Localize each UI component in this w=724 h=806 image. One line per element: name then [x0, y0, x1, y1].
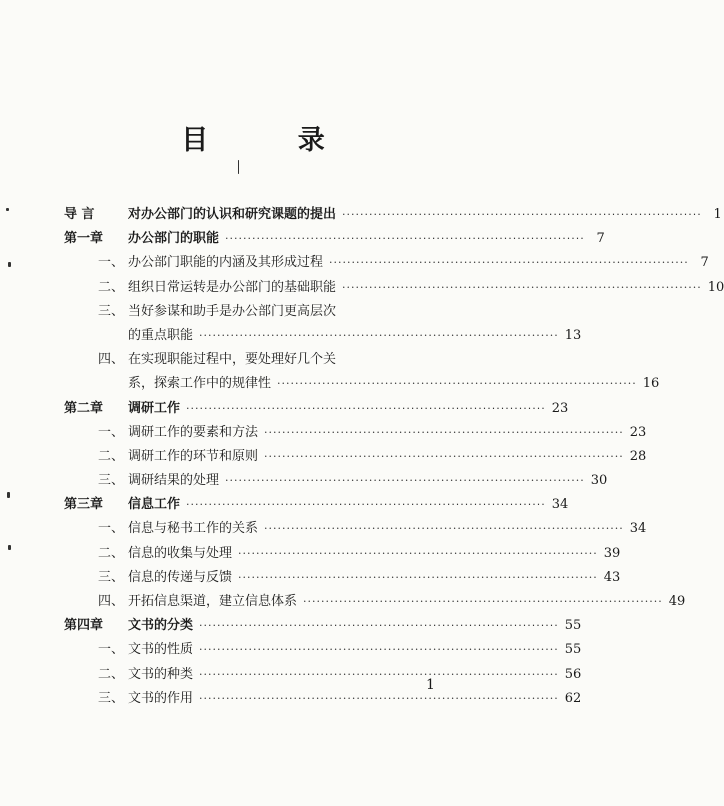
toc-entry-number: 第二章 [64, 400, 104, 416]
toc-entry-title: 对办公部门的认识和研究课题的提出 [128, 207, 337, 222]
toc-section-entry [64, 663, 582, 687]
toc-entry-title: 调研工作的要素和方法 [128, 424, 259, 440]
dot-leader: ················································································ [225, 474, 585, 488]
toc-entry-title: 信息与秘书工作的关系 [128, 521, 259, 537]
toc-section-entry [64, 590, 686, 614]
toc-chapter-entry [64, 397, 569, 421]
toc-entry-page: 10 [707, 279, 724, 295]
toc-entry-title: 文书的性质 [128, 642, 194, 658]
toc-entry-title: 信息的收集与处理 [128, 545, 233, 561]
toc-entry-title: 系，探索工作中的规律性 [128, 376, 272, 392]
dot-leader: ················································································ [186, 401, 546, 415]
toc-entry-page: 7 [700, 255, 709, 271]
toc-entry-page: 56 [564, 666, 582, 682]
toc-entry-title: 当好参谋和助手是办公部门更高层次 [128, 303, 337, 319]
toc-section-entry [64, 638, 582, 662]
toc-section-entry [64, 300, 460, 324]
toc-entry-page: 23 [629, 424, 647, 440]
toc-entry-title: 文书的分类 [128, 618, 194, 634]
dot-leader: ················································································ [342, 208, 702, 221]
toc-entry-page: 16 [642, 376, 660, 392]
dot-leader: ················································································ [199, 667, 559, 681]
toc-entry-title: 开拓信息渠道，建立信息体系 [128, 594, 298, 609]
toc-entry-number: 四、 [98, 352, 125, 368]
toc-entry-title: 在实现职能过程中，要处理好几个关 [128, 352, 337, 368]
toc-section-entry [64, 469, 608, 493]
page-title: 目 录 [181, 125, 365, 156]
page-number: 1 [426, 677, 435, 693]
toc-entry-page: 7 [596, 231, 605, 247]
toc-entry-title: 调研结果的处理 [128, 473, 220, 489]
toc-entry-number: 三、 [98, 303, 125, 319]
toc-entry-number: 二、 [98, 666, 125, 682]
toc-entry-number: 三、 [98, 690, 125, 706]
toc-entry-page: 34 [551, 497, 569, 513]
toc-section-entry [64, 251, 709, 275]
toc-entry-title: 文书的种类 [128, 666, 194, 682]
toc-chapter-entry [64, 203, 722, 227]
toc-entry-number: 二、 [98, 279, 125, 295]
toc-entry-number: 导 言 [64, 207, 95, 222]
scan-speck [8, 545, 11, 550]
toc-entry-title: 组织日常运转是办公部门的基础职能 [128, 279, 337, 295]
dot-leader: ················································································ [303, 595, 663, 608]
toc-entry-number: 三、 [98, 473, 125, 489]
dot-leader: ················································································ [238, 570, 598, 584]
toc-entry-title: 信息的传递与反馈 [128, 569, 233, 585]
dot-leader: ················································································ [199, 691, 559, 705]
toc-section-entry [64, 324, 582, 348]
toc-entry-title: 信息工作 [128, 497, 181, 513]
toc-section-entry [64, 517, 647, 541]
toc-entry-number: 二、 [98, 448, 125, 464]
toc-entry-page: 30 [590, 473, 608, 489]
dot-leader: ················································································ [225, 232, 585, 246]
toc-entry-number: 二、 [98, 545, 125, 561]
toc-entry-title: 调研工作的环节和原则 [128, 448, 259, 464]
toc-entry-page: 62 [564, 690, 582, 706]
toc-entry-title: 办公部门的职能 [128, 231, 220, 247]
dot-leader: ················································································ [199, 643, 559, 657]
toc-entry-page: 43 [603, 569, 621, 585]
toc-entry-page: 28 [629, 448, 647, 464]
toc-entry-page: 13 [564, 327, 582, 343]
dot-leader: ················································································ [199, 619, 559, 633]
dot-leader: ················································································ [342, 280, 702, 294]
dot-leader: ················································································ [186, 498, 546, 512]
toc-entry-page: 1 [713, 207, 722, 222]
toc-section-entry [64, 566, 621, 590]
dot-leader: ················································································ [329, 256, 689, 270]
toc-entry-page: 49 [668, 594, 686, 609]
toc-entry-number: 第四章 [64, 618, 104, 634]
toc-entry-number: 一、 [98, 521, 125, 537]
toc-entry-number: 一、 [98, 424, 125, 440]
scan-speck [6, 208, 9, 211]
scan-speck [238, 160, 239, 174]
toc-entry-number: 三、 [98, 569, 125, 585]
scan-speck [8, 262, 11, 267]
dot-leader: ················································································ [264, 522, 624, 536]
toc-entry-number: 一、 [98, 642, 125, 658]
toc-section-entry [64, 687, 582, 711]
dot-leader: ················································································ [264, 425, 624, 439]
toc-entry-number: 一、 [98, 255, 125, 271]
toc-entry-page: 55 [564, 618, 582, 634]
toc-entry-page: 39 [603, 545, 621, 561]
toc-entry-number: 四、 [98, 594, 125, 609]
toc-entry-title: 的重点职能 [128, 327, 194, 343]
dot-leader: ················································································ [199, 328, 559, 342]
toc-entry-number: 第三章 [64, 497, 104, 513]
toc-entry-title: 调研工作 [128, 400, 181, 416]
dot-leader: ················································································ [238, 546, 598, 560]
toc-section-entry [64, 421, 647, 445]
toc-entry-title: 文书的作用 [128, 690, 194, 706]
toc-entry-page: 23 [551, 400, 569, 416]
toc-section-entry [64, 372, 660, 396]
toc-section-entry [64, 445, 647, 469]
toc-entry-title: 办公部门职能的内涵及其形成过程 [128, 255, 324, 271]
toc-entry-page: 55 [564, 642, 582, 658]
toc-section-entry [64, 542, 621, 566]
dot-leader: ················································································ [277, 377, 637, 391]
toc-chapter-entry [64, 493, 569, 517]
toc-section-entry [64, 276, 724, 300]
toc-section-entry [64, 348, 460, 372]
scan-speck [7, 492, 10, 498]
dot-leader: ················································································ [264, 449, 624, 463]
table-of-contents [64, 203, 724, 711]
toc-entry-page: 34 [629, 521, 647, 537]
toc-entry-number: 第一章 [64, 231, 104, 247]
toc-chapter-entry [64, 614, 582, 638]
toc-chapter-entry [64, 227, 605, 251]
